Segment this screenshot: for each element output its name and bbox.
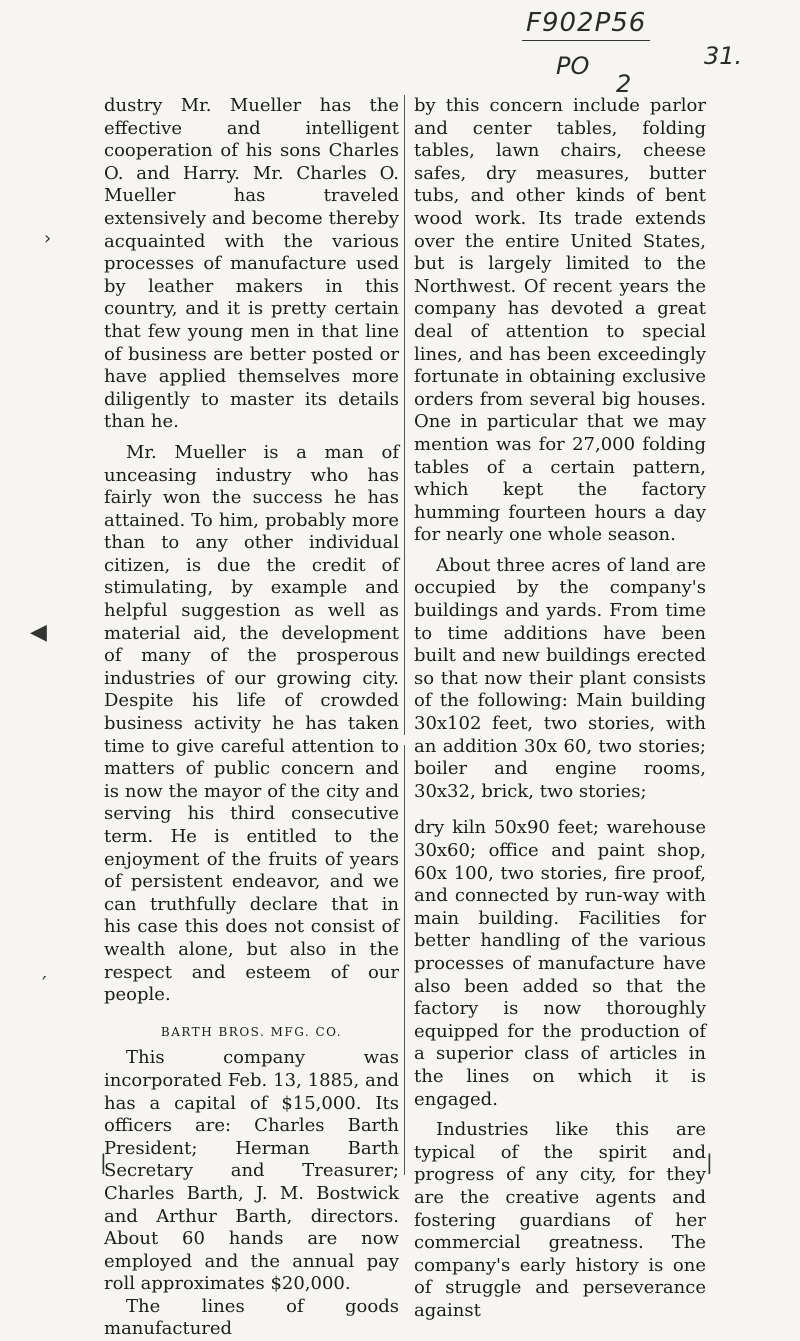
right-paragraph-2: About three acres of land are occupied by the company's buildings and yards. From time to time additions have been built and new buildings erected so that now their plant consists of the following: Main building 30x102 feet, two stories, with an addition 30x 60, two stories; boiler and engine rooms, 30x32, brick, two stories; [414,554,706,802]
right-paragraph-4: Industries like this are typical of the spirit and progress of any city, for they are the creative agents and fostering guardians of her commercial greatness. The company's early history is one of struggle and perseverance against [414,1119,706,1321]
margin-tick-mark: | [100,1150,107,1174]
section-heading: BARTH BROS. MFG. CO. [160,1024,343,1039]
left-paragraph-2: Mr. Mueller is a man of unceasing industry who has fairly won the success he has attained. To him, probably more than to any other individual citizen, is due the credit of stimulating, by example and helpful suggestion as well as material aid, the development of many of the prosperous industries of our growing city. Despite his life of crowded business activity he has taken time to give careful attention to matters of public concern and is now the mayor of the city and serving his third consecutive term. He is entitled to the enjoyment of the fruits of years of persistent endeavor, and we can truthfully declare that in his case this does not consist of wealth alone, but also in the respect and esteem of our people. [104,441,399,1006]
left-paragraph-1: dustry Mr. Mueller has the effective and intelligent cooperation of his sons Charles O. and Harry. Mr. Charles O. Mueller has traveled extensively and become thereby acquainted with the various processes of manufacture used by leather makers in this country, and it is pretty certain that few young men in that line of business are better posted or have applied themselves more diligently to master its details than he. [104,95,399,433]
margin-arrow-mark: ◀ [30,620,47,645]
column-break [414,803,706,817]
left-column [104,95,399,1341]
handwritten-page-number: 31. [704,42,743,70]
right-paragraph-1: by this concern include parlor and center tables, folding tables, lawn chairs, cheese safes, dry measures, butter tubs, and other kinds of bent wood work. Its trade extends over the entire United States, but is largely limited to the Northwest. Of recent years the company has devoted a great deal of attention to special lines, and has been exceedingly fortunate in obtaining exclusive orders from several big houses. One in particular that we may mention was for 27,000 folding tables of a certain pattern, which kept the factory humming fourteen hours a day for nearly one whole season. [414,95,706,546]
left-paragraph-3: This company was incorporated Feb. 13, 1885, and has a capital of $15,000. Its officers are: Charles Barth President; Herman Barth Secretary and Treasurer; Charles Barth, J. M. Bostwick and Arthur Barth, directors. About 60 hands are now employed and the annual pay roll approximates $20,000. [104,1047,399,1295]
column-rule-upper [404,95,405,735]
handwritten-circled-number: 2 [616,70,632,98]
margin-mark: › [44,228,52,249]
handwritten-sub-number: PO [556,52,590,80]
right-paragraph-3: dry kiln 50x90 feet; warehouse 30x60; office and paint shop, 60x 100, two stories, fire proof, and connected by run-way with main building. Facilities for better handling of the various processes of manufacture have also been added so that the factory is now thoroughly equipped for the production of a superior class of articles in the lines on which it is engaged. [414,817,706,1110]
column-rule-lower [404,745,405,1175]
margin-tick-mark: | [706,1150,713,1174]
left-paragraph-4: The lines of goods manufactured [104,1295,399,1340]
margin-mark: ′ [42,972,47,996]
right-column [414,95,706,1322]
handwritten-call-number: F902P56 [522,8,650,41]
